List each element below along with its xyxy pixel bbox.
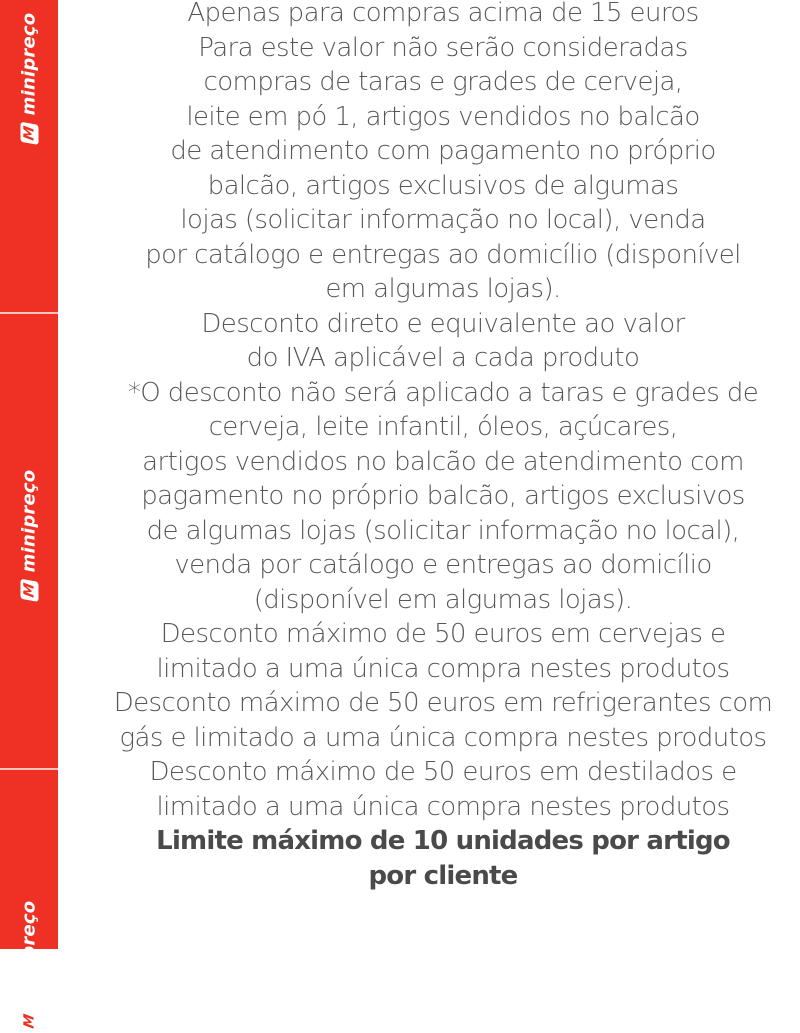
terms-line: cerveja, leite infantil, óleos, açúcares,	[208, 412, 678, 442]
limit-line: por cliente	[368, 860, 518, 891]
brand-badge-icon: M	[20, 579, 38, 602]
strip-divider	[0, 312, 58, 314]
terms-line: de atendimento com pagamento no próprio	[170, 136, 716, 166]
terms-line: balcão, artigos exclusivos de algumas	[207, 170, 679, 201]
terms-line: limitado a uma única compra nestes produtos	[156, 791, 730, 822]
brand-badge-icon: M	[20, 122, 38, 145]
terms-text-block	[98, 0, 788, 893]
terms-line: Desconto máximo de 50 euros em destilados e	[149, 757, 737, 787]
terms-line: Desconto máximo de 50 euros em cervejas e	[160, 619, 726, 649]
strip-divider	[0, 768, 58, 770]
terms-line: gás e limitado a uma única compra nestes produtos	[119, 722, 767, 753]
terms-line: venda por catálogo e entregas ao domicílio	[174, 550, 712, 580]
terms-line: Desconto máximo de 50 euros em refrigerantes com	[113, 688, 773, 718]
terms-line: em algumas lojas).	[325, 274, 561, 304]
limit-line: Limite máximo de 10 unidades por artigo	[156, 826, 730, 856]
brand-name: minipreço	[18, 900, 40, 1004]
brand-side-strip	[0, 0, 58, 1030]
terms-line: limitado a uma única compra nestes produtos	[156, 653, 730, 684]
terms-line: Apenas para compras acima de 15 euros	[187, 0, 699, 28]
brand-badge-icon: M	[20, 1010, 38, 1033]
brand-logo	[19, 901, 40, 1032]
terms-line: Para este valor não serão consideradas	[198, 32, 688, 63]
terms-line: leite em pó 1, artigos vendidos no balcão	[186, 101, 700, 132]
terms-line: artigos vendidos no balcão de atendimento com	[142, 446, 744, 477]
terms-line: pagamento no próprio balcão, artigos exclusivos	[141, 481, 745, 511]
brand-name: minipreço	[18, 12, 40, 116]
terms-line: por catálogo e entregas ao domicílio (disponível	[145, 239, 741, 270]
terms-line: (disponível em algumas lojas).	[253, 584, 633, 615]
terms-line: do IVA aplicável a cada produto	[246, 343, 640, 373]
terms-line: de algumas lojas (solicitar informação no local),	[146, 515, 740, 546]
terms-line: Desconto direto e equivalente ao valor	[201, 308, 685, 339]
terms-line: compras de taras e grades de cerveja,	[203, 67, 683, 97]
terms-line: lojas (solicitar informação no local), venda	[180, 205, 706, 235]
brand-logo	[19, 470, 40, 601]
brand-name: minipreço	[18, 469, 40, 573]
terms-line: *O desconto não será aplicado a taras e grades de	[127, 377, 759, 408]
brand-logo	[19, 13, 40, 144]
